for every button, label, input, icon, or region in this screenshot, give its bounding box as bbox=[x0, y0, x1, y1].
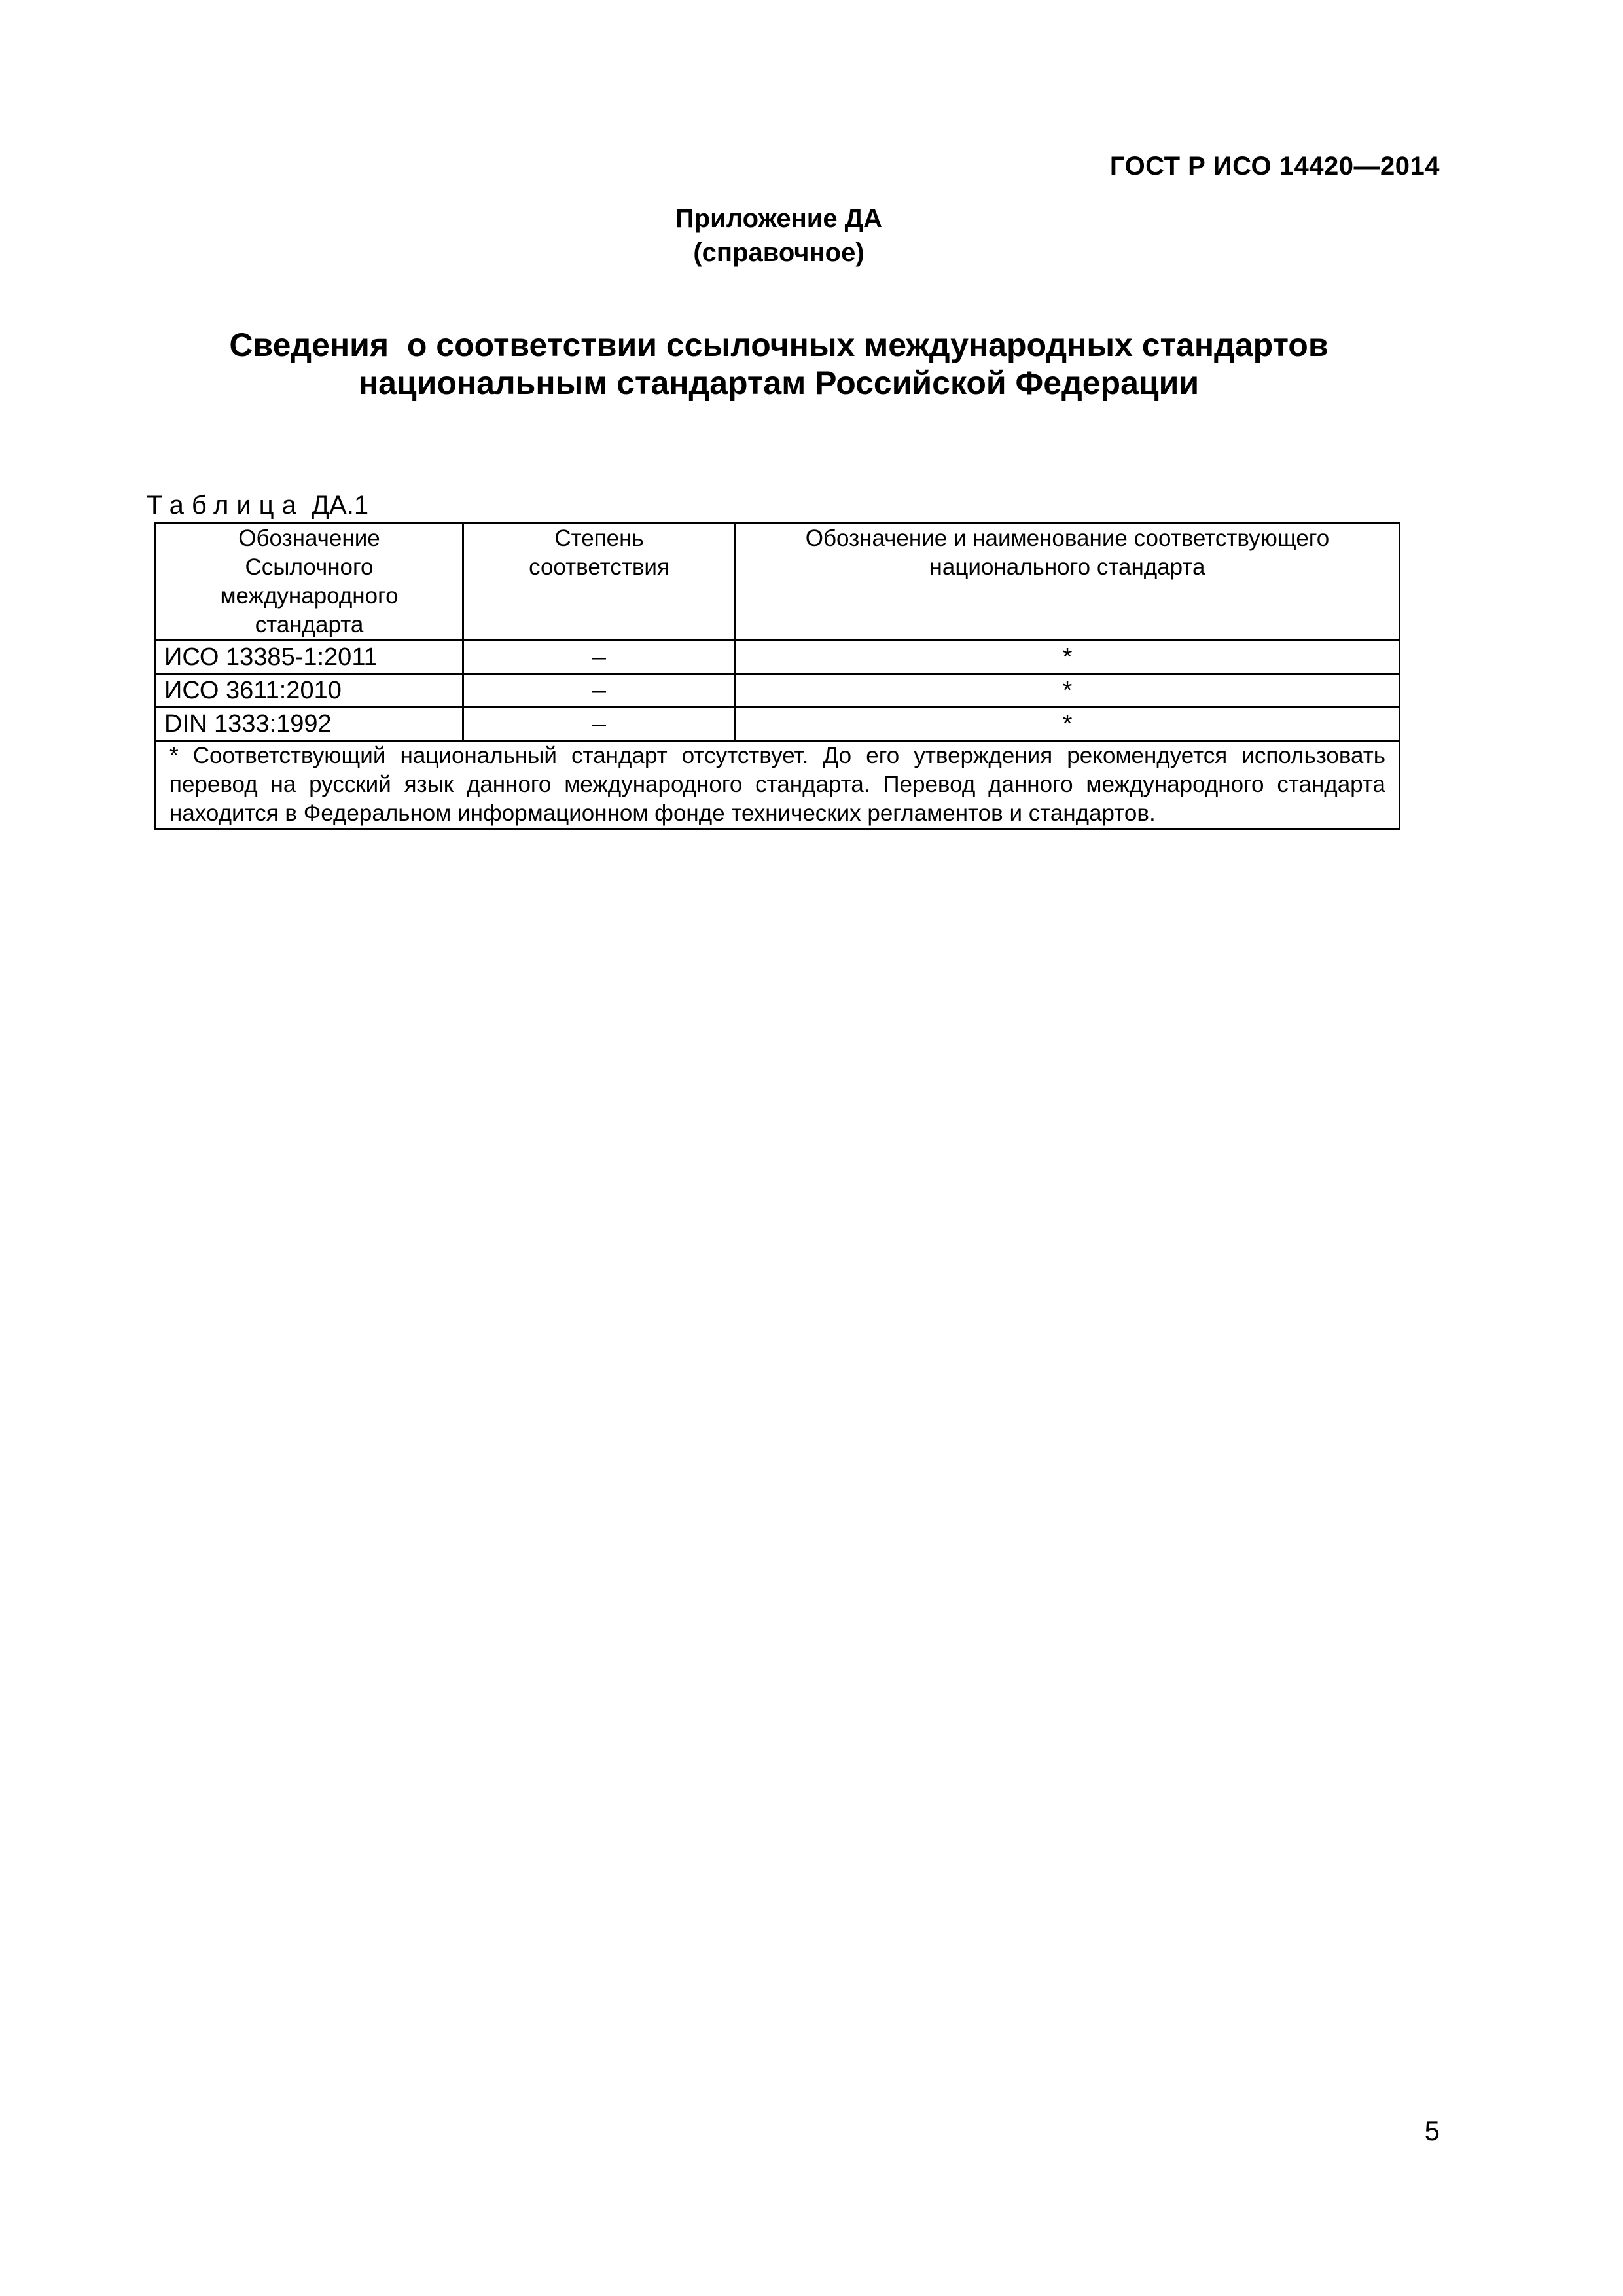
table-footnote-row bbox=[156, 741, 1400, 829]
page-number: 5 bbox=[1424, 2115, 1440, 2146]
table-caption bbox=[147, 491, 368, 520]
header-degree-of-correspondence bbox=[463, 524, 736, 641]
standard-code-cell: DIN 1333:1992 bbox=[156, 708, 463, 741]
header-text: Обозначение bbox=[238, 526, 380, 551]
header-international-standard bbox=[156, 524, 463, 641]
header-text: соответствия bbox=[529, 554, 669, 580]
header-national-standard bbox=[736, 524, 1400, 641]
header-text: национального стандарта bbox=[929, 554, 1205, 580]
table-row bbox=[156, 641, 1400, 674]
appendix-heading bbox=[0, 202, 1558, 270]
page-title bbox=[0, 326, 1558, 402]
degree-cell: – bbox=[463, 708, 736, 741]
national-standard-cell: * bbox=[736, 641, 1400, 674]
header-text: стандарта bbox=[255, 612, 364, 637]
document-code: ГОСТ Р ИСО 14420—2014 bbox=[1109, 152, 1440, 181]
national-standard-cell: * bbox=[736, 708, 1400, 741]
header-text: международного bbox=[220, 583, 399, 609]
page-title-line-1: Сведения о соответствии ссылочных международных стандартов bbox=[229, 327, 1329, 363]
appendix-label: Приложение ДА bbox=[675, 204, 883, 233]
table-caption-prefix: Таблица bbox=[147, 491, 304, 520]
table-row bbox=[156, 708, 1400, 741]
table-header-row bbox=[156, 524, 1400, 641]
standard-code-cell: ИСО 13385-1:2011 bbox=[156, 641, 463, 674]
header-text: Степень bbox=[554, 526, 644, 551]
degree-cell: – bbox=[463, 641, 736, 674]
page-title-line-2: национальным стандартам Российской Федерации bbox=[358, 365, 1200, 401]
standards-correspondence-table bbox=[154, 522, 1400, 830]
header-text: Ссылочного bbox=[245, 554, 374, 580]
degree-cell: – bbox=[463, 674, 736, 708]
header-text: Обозначение и наименование соответствующего bbox=[805, 526, 1330, 551]
table-row bbox=[156, 674, 1400, 708]
table-footnote: * Соответствующий национальный стандарт отсутствует. До его утверждения рекомендуется использовать перевод на русский язык данного международного стандарта. Перевод данного международного стандарта находится в Федеральном информационном фонде технических регламентов и стандартов. bbox=[156, 741, 1400, 829]
table-caption-number: ДА.1 bbox=[311, 491, 369, 520]
standard-code-cell: ИСО 3611:2010 bbox=[156, 674, 463, 708]
national-standard-cell: * bbox=[736, 674, 1400, 708]
appendix-type: (справочное) bbox=[693, 238, 865, 267]
